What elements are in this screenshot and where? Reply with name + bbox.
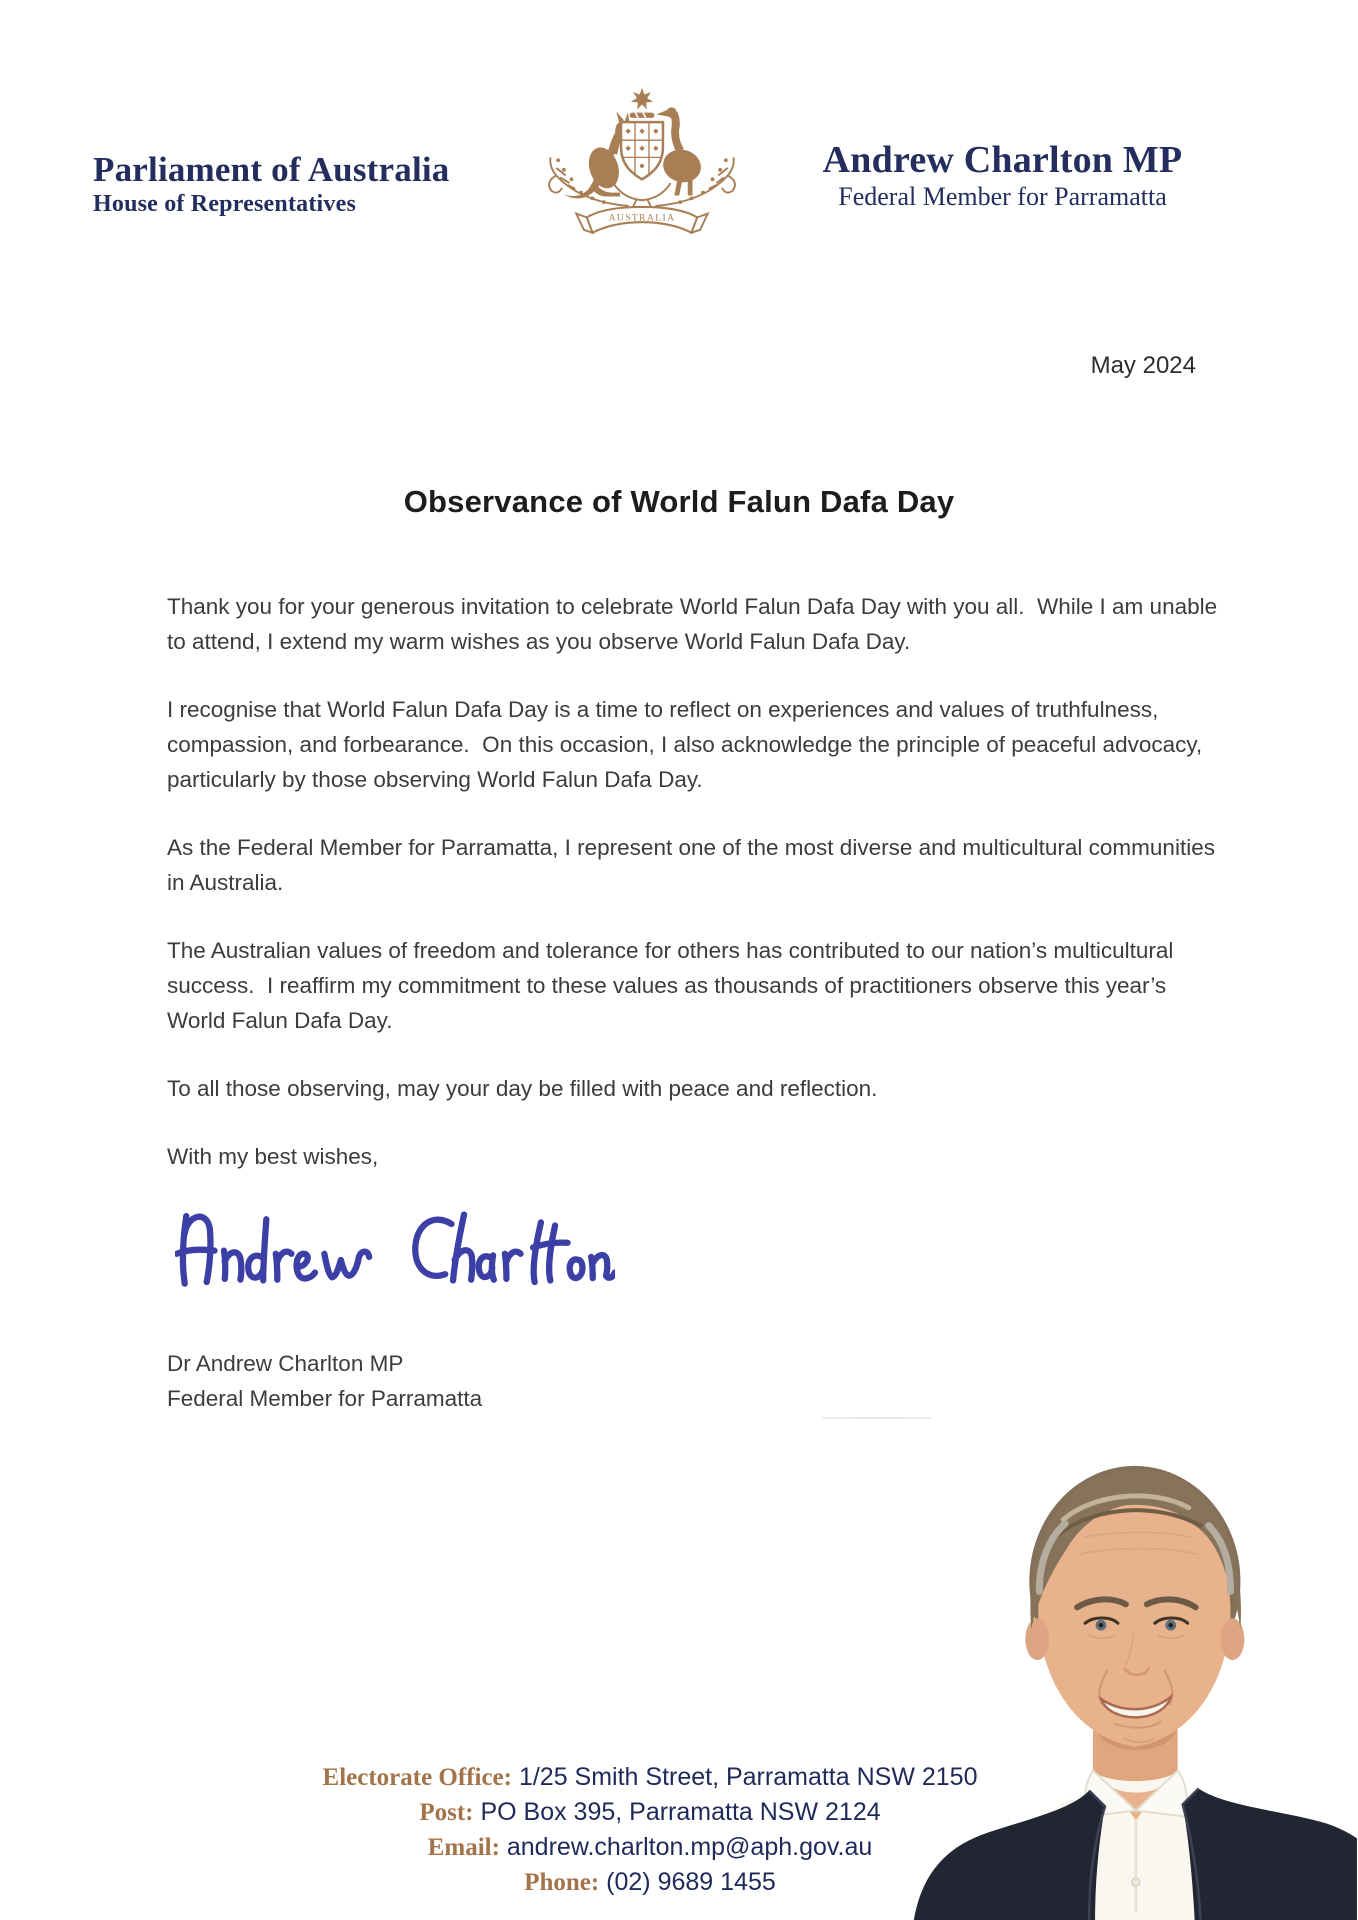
letter-closing: With my best wishes, bbox=[167, 1144, 379, 1169]
parliament-subtitle: House of Representatives bbox=[93, 191, 356, 217]
parliament-header bbox=[93, 150, 450, 218]
contact-label: Electorate Office: bbox=[322, 1764, 512, 1791]
body-paragraph: Thank you for your generous invitation to celebrate World Falun Dafa Day with you all. While I am unable to attend, I extend my warm wishes as you observe World Falun Dafa Day. bbox=[167, 594, 1224, 654]
contact-value: PO Box 395, Parramatta NSW 2124 bbox=[480, 1798, 881, 1826]
body-paragraph: As the Federal Member for Parramatta, I represent one of the most diverse and multicultural communities in Australia. bbox=[167, 835, 1222, 895]
letter-body bbox=[167, 589, 1225, 1207]
mp-name: Andrew Charlton MP bbox=[822, 139, 1183, 181]
contact-label: Email: bbox=[427, 1834, 500, 1861]
signoff-block bbox=[167, 1346, 482, 1416]
body-paragraph: I recognise that World Falun Dafa Day is a time to reflect on experiences and values of truthfulness, compassion, and forbearance. On this occasion, I also acknowledge the principle of peaceful advocacy, particularly by those observing World Falun Dafa Day. bbox=[167, 697, 1209, 792]
letter-title: Observance of World Falun Dafa Day bbox=[403, 484, 955, 519]
mp-title: Federal Member for Parramatta bbox=[838, 182, 1167, 211]
contact-value: andrew.charlton.mp@aph.gov.au bbox=[506, 1833, 873, 1861]
signature-image bbox=[175, 1202, 615, 1304]
signoff-title: Federal Member for Parramatta bbox=[167, 1386, 483, 1411]
faint-artifact-line bbox=[822, 1417, 932, 1419]
signoff-name: Dr Andrew Charlton MP bbox=[167, 1351, 404, 1376]
contact-label: Post: bbox=[419, 1799, 474, 1826]
contact-value: 1/25 Smith Street, Parramatta NSW 2150 bbox=[518, 1763, 978, 1791]
parliament-title: Parliament of Australia bbox=[93, 150, 450, 189]
letter-date: May 2024 bbox=[1090, 352, 1196, 379]
contact-label: Phone: bbox=[524, 1869, 600, 1896]
contact-value: (02) 9689 1455 bbox=[606, 1868, 776, 1896]
coat-of-arms-banner-text: AUSTRALIA bbox=[608, 213, 676, 224]
mp-portrait-photo bbox=[853, 1442, 1358, 1920]
body-paragraph: To all those observing, may your day be filled with peace and reflection. bbox=[167, 1076, 878, 1101]
australian-coat-of-arms-icon bbox=[537, 84, 747, 246]
mp-header bbox=[790, 138, 1215, 212]
body-paragraph: The Australian values of freedom and tolerance for others has contributed to our nation’s multicultural success. I reaffirm my commitment to these values as thousands of practitioners observe this year’s World Falun Dafa Day. bbox=[167, 938, 1180, 1033]
